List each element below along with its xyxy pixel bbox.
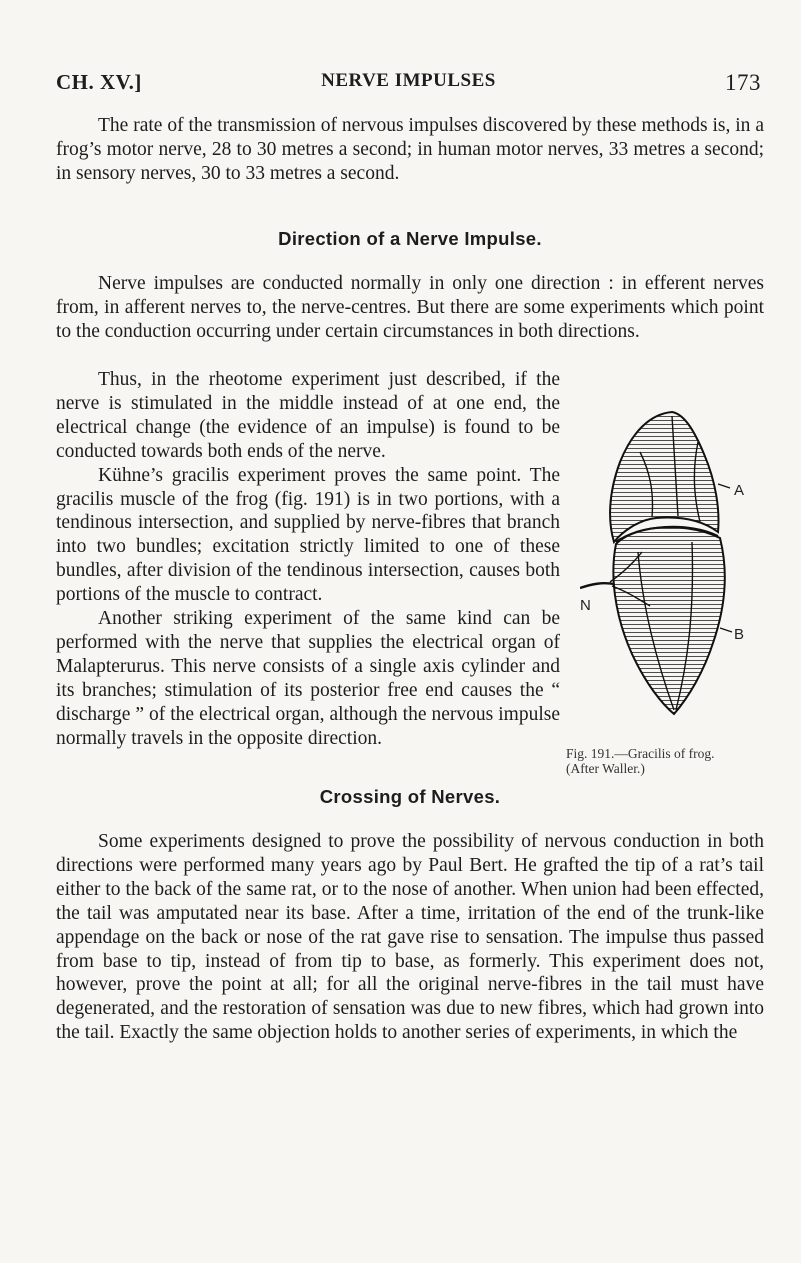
figure-label-n: N <box>580 597 591 614</box>
running-head <box>56 70 761 100</box>
figure-label-b: B <box>734 626 745 643</box>
page-number: 173 <box>725 70 761 95</box>
section-heading-direction: Direction of a Nerve Impulse. <box>278 228 542 249</box>
figure-caption <box>566 746 764 776</box>
text-block-with-figure <box>56 368 764 820</box>
figure-label-a: A <box>734 482 745 499</box>
section-heading-crossing: Crossing of Nerves. <box>319 786 501 807</box>
paragraph-paul-bert: Some experiments designed to prove the possibility of nervous conduction in both directions were performed many years ago by Paul Bert. He grafted the tip of a rat’s tail either to the back of the same rat, or to the nose of another. When union had been effected, the tail was amputated near its base. After a time, irritation of the end of the trunk-like appendage on the back or nose of the rat gave rise to sensation. The impulse thus passed from base to tip, instead of from tip to base, as formerly. This experiment does not, however, prove the point at all; for all the original nerve-fibres in the tail must have degenerated, and the restoration of sensation was due to new fibres, which had grown into the tail. Exactly the same objection holds to another series of experiments, in which the <box>56 831 764 1044</box>
paragraph-one-direction: Nerve impulses are conducted normally in only one direction : in efferent nerves from, in afferent nerves to, the nerve-centres. But there are some experiments which point to the conduction occurring under certain circumstances in both directions. <box>56 273 764 342</box>
paragraph-kuhne-gracilis: Kühne’s gracilis experiment proves the same point. The gracilis muscle of the frog (fig. 191) is in two portions, with a tendinous intersection, and supplied by nerve-fibres that branch into two bundles; excitation strictly limited to one of these bundles, after division of the tendinous intersection, causes both portions of the muscle to contract. <box>56 464 560 606</box>
figure-191 <box>566 392 764 820</box>
figure-caption-credit: (After Waller.) <box>566 761 645 776</box>
chapter-label: CH. XV.] <box>56 70 142 94</box>
gracilis-muscle-illustration <box>580 392 764 742</box>
figure-caption-title: Fig. 191.—Gracilis of frog. <box>566 746 715 761</box>
paragraph-malapterurus: Another striking experiment of the same kind can be performed with the nerve that supplies the electrical organ of Malapterurus. This nerve consists of a single axis cylinder and its branches; stimulation of its posterior free end causes the “ discharge ” of the electrical organ, although the nervous impulse normally travels in the opposite direction. <box>56 608 560 749</box>
paragraph-transmission-rate: The rate of the transmission of nervous impulses discovered by these methods is, in a frog’s motor nerve, 28 to 30 metres a second; in human motor nerves, 33 metres a second; in sensory nerves, 30 to 33 metres a second. <box>56 115 764 184</box>
paragraph-rheotome: Thus, in the rheotome experiment just described, if the nerve is stimulated in the middle instead of at one end, the electrical change (the evidence of an impulse) is found to be conducted towards both ends of the nerve. <box>56 369 560 462</box>
running-title: NERVE IMPULSES <box>321 70 496 91</box>
